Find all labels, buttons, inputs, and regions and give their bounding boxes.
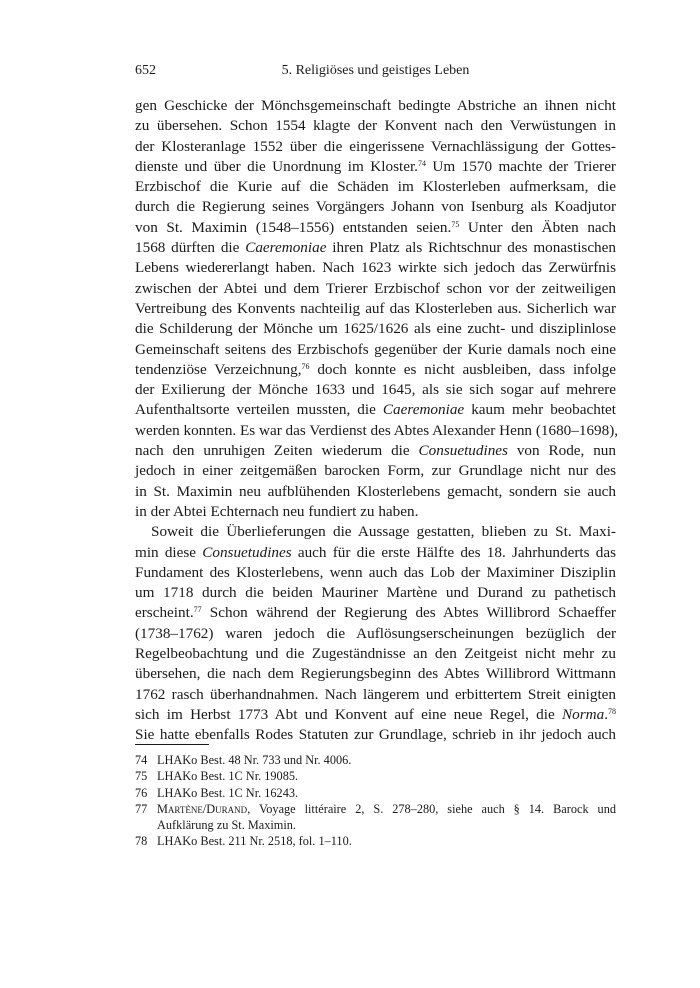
footnote-text: LHAKo Best. 211 Nr. 2518, fol. 1–110.: [157, 834, 352, 849]
footnote-author: Martène/Durand: [157, 801, 248, 816]
text-line: übersehen, die nach dem Regierungsbeginn des Abtes Willibrord Wittmann: [135, 665, 616, 683]
text-line: (1738–1762) waren jedoch die Auflösungserscheinungen bezüglich der: [135, 624, 616, 642]
text-line: in der Abtei Echternach neu fundiert zu haben.: [135, 502, 419, 520]
footnote-ref[interactable]: 76: [301, 361, 310, 371]
text-run: 1568 dürften die: [135, 239, 246, 257]
text-line: Soweit die Überlieferungen die Aussage gestatten, blieben zu St. Maxi-: [151, 523, 616, 541]
text-run: Um 1570 machte der Trierer: [425, 157, 616, 175]
text-run: .: [604, 705, 608, 723]
text-run: sich im Herbst 1773 Abt und Konvent auf eine neue Regel, die: [135, 705, 562, 723]
footnote-text: LHAKo Best. 48 Nr. 733 und Nr. 4006.: [157, 753, 352, 767]
text-run: von St. Maximin (1548–1556) entstanden seien.: [135, 218, 452, 236]
footnote: [135, 833, 616, 849]
footnote-ref[interactable]: 78: [608, 706, 616, 716]
text-run: tendenziöse Verzeichnung,: [135, 360, 302, 378]
footnote-text: [157, 801, 616, 834]
text-line: Fundament des Klosterlebens, wenn auch das Lob der Maximiner Disziplin: [135, 563, 616, 581]
text-line: die Schilderung der Mönche um 1625/1626 als eine zucht- und disziplinlose: [135, 320, 616, 338]
text-line: gen Geschicke der Mönchsgemeinschaft bedingte Abstriche an ihnen nicht: [135, 97, 616, 114]
text-run: auch für die erste Hälfte des 18. Jahrhunderts das: [291, 543, 616, 561]
italic-term: Consuetudines: [418, 442, 508, 460]
italic-term: Consuetudines: [202, 543, 292, 561]
text-run: Aufenthaltsorte verteilen mussten, die: [135, 401, 383, 419]
italic-term: Caeremoniae: [382, 401, 465, 419]
footnote-ref[interactable]: 74: [417, 158, 426, 168]
text-run: Schon während der Regierung des Abtes Willibrord Schaeffer: [201, 604, 616, 622]
text-line: [135, 238, 616, 258]
italic-term: Caeremoniae: [245, 239, 327, 257]
italic-term: Norma: [562, 705, 605, 723]
text-run: ihren Platz als Richtschnur des monastischen: [326, 239, 616, 257]
footnote: [135, 785, 616, 801]
running-title: 5. Religiöses und geistiges Leben: [281, 63, 470, 78]
text-line: Gemeinschaft seitens des Erzbischofs gegenüber der Kurie damals noch eine: [135, 340, 616, 358]
footnote: [135, 801, 616, 834]
text-line: Erzbischof die Kurie auf die Schäden im Klosterleben aufmerksam, die: [135, 178, 616, 196]
footnote-text: LHAKo Best. 1C Nr. 16243.: [157, 785, 299, 800]
footnote-number: 76: [135, 785, 148, 800]
text-run: kaum mehr beobachtet: [464, 401, 616, 419]
text-run: Unter den Äbten nach: [459, 218, 617, 236]
text-line: [135, 441, 616, 461]
text-line: [135, 543, 616, 563]
text-line: 1762 rasch überhandnahmen. Nach längerem und erbittertem Streit einigten: [135, 685, 616, 703]
text-line: der Klosteranlage 1552 über die eingerissene Vernachlässigung der Gottes-: [135, 137, 616, 155]
text-line: Sie hatte ebenfalls Rodes Statuten zur Grundlage, schrieb in ihr jedoch auch: [135, 726, 616, 744]
text-run: doch konnte es nicht ausbleiben, dass infolge: [309, 360, 616, 378]
page-number: 652: [135, 63, 156, 78]
text-run: nach den unruhigen Zeiten wiederum die: [135, 442, 419, 460]
body-text: [135, 96, 619, 746]
footnote-text-run: , Voyage littéraire 2, S. 278–280, siehe auch § 14. Barock und: [247, 801, 616, 816]
text-line: durch die Regierung seines Vorgängers Johann von Isenburg als Koadjutor: [135, 198, 616, 216]
text-line: Regelbeobachtung und die Zugeständnisse an den Zeitgeist nicht mehr zu: [135, 645, 616, 663]
footnote-line: Aufklärung zu St. Maximin.: [157, 818, 297, 833]
text-run: dienste und über die Unordnung im Kloster.: [135, 157, 418, 175]
text-run: min diese: [135, 543, 203, 561]
footnote-number: 77: [135, 801, 148, 816]
text-line: in St. Maximin neu aufblühenden Klosterlebens gemacht, sondern sie auch: [135, 482, 616, 500]
footnotes: [135, 752, 616, 850]
text-line: zu übersehen. Schon 1554 klagte der Konvent nach den Verwüstungen in: [135, 117, 616, 135]
page-header: [135, 63, 616, 85]
footnote: [135, 768, 616, 784]
text-line: [135, 400, 616, 420]
footnote-number: 75: [135, 769, 148, 784]
text-run: von Rode, nun: [507, 442, 616, 460]
text-line: der Exilierung der Mönche 1633 und 1645, als sie sich sogar auf mehrere: [135, 381, 616, 399]
text-line: werden konnten. Es war das Verdienst des Abtes Alexander Henn (1680–1698),: [135, 421, 619, 439]
text-line: [135, 603, 616, 623]
text-line: zwischen der Abtei und dem Trierer Erzbischof schon vor der zeitweiligen: [135, 279, 616, 297]
text-line: um 1718 durch die beiden Mauriner Martène und Durand zu pathetisch: [135, 584, 616, 602]
text-line: Lebens wiedererlangt haben. Nach 1623 wirkte sich jedoch das Zerwürfnis: [135, 259, 616, 277]
footnote-line: [157, 801, 616, 817]
text-line: Vertreibung des Konvents nachteilig auf das Klosterleben aus. Sicherlich war: [135, 299, 616, 317]
footnote-text: LHAKo Best. 1C Nr. 19085.: [157, 769, 299, 784]
footnote-number: 74: [135, 753, 148, 767]
text-line: [135, 705, 616, 725]
text-line: jedoch in einer zeitgemäßen barocken Form, zur Grundlage nicht nur des: [135, 462, 616, 480]
text-run: erscheint.: [135, 604, 194, 622]
footnote: [135, 752, 616, 768]
text-line: [135, 360, 616, 380]
text-line: [135, 157, 616, 177]
footnote-ref[interactable]: 77: [193, 605, 202, 615]
text-line: [135, 218, 616, 238]
footnote-ref[interactable]: 75: [451, 219, 460, 229]
footnote-divider: [135, 744, 209, 745]
footnote-number: 78: [135, 834, 148, 849]
